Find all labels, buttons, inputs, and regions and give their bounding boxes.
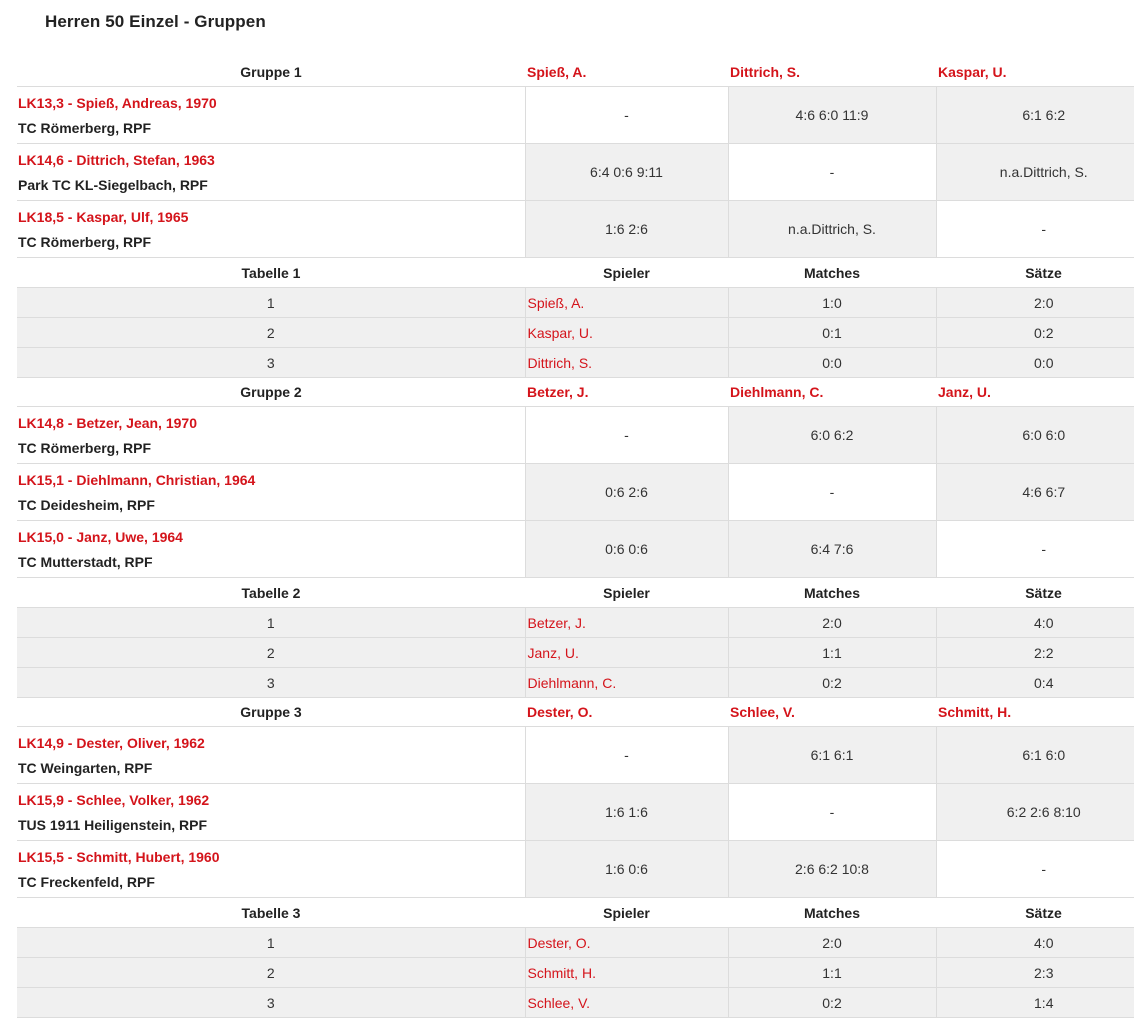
result-cell: 6:0 6:2 (728, 407, 936, 464)
group-label: Gruppe 1 (17, 58, 525, 87)
standings-row (17, 668, 1134, 698)
matches-cell: 2:0 (728, 608, 936, 638)
result-cell: - (936, 521, 1134, 578)
group-header-row (17, 378, 1134, 407)
player-row (17, 521, 1134, 578)
matches-cell: 0:2 (728, 988, 936, 1018)
matches-cell: 0:1 (728, 318, 936, 348)
matches-cell: 0:0 (728, 348, 936, 378)
rank-cell: 2 (17, 638, 525, 668)
column-header-spieler: Spieler (525, 258, 728, 288)
standings-row (17, 958, 1134, 988)
player-cell (17, 841, 525, 898)
column-header-matches: Matches (728, 898, 936, 928)
column-header-spieler: Spieler (525, 578, 728, 608)
group-label: Gruppe 3 (17, 698, 525, 727)
player-cell (17, 144, 525, 201)
result-cell: 0:6 2:6 (525, 464, 728, 521)
result-cell: 6:0 6:0 (936, 407, 1134, 464)
result-cell: 6:4 0:6 9:11 (525, 144, 728, 201)
player-name-link[interactable]: LK15,0 - Janz, Uwe, 1964 (18, 528, 183, 545)
opponent-link[interactable]: Diehlmann, C. (728, 378, 936, 407)
player-cell (17, 784, 525, 841)
player-row (17, 407, 1134, 464)
standings-player-link[interactable]: Betzer, J. (525, 608, 728, 638)
standings-row (17, 988, 1134, 1018)
player-name-link[interactable]: LK13,3 - Spieß, Andreas, 1970 (18, 94, 217, 111)
standings-header-row (17, 898, 1134, 928)
result-cell: 6:1 6:1 (728, 727, 936, 784)
player-name-link[interactable]: LK14,6 - Dittrich, Stefan, 1963 (18, 151, 215, 168)
opponent-link[interactable]: Janz, U. (936, 378, 1134, 407)
standings-player-link[interactable]: Diehlmann, C. (525, 668, 728, 698)
player-name-link[interactable]: LK18,5 - Kaspar, Ulf, 1965 (18, 208, 189, 225)
player-club: TC Deidesheim, RPF (18, 496, 155, 513)
rank-cell: 1 (17, 928, 525, 958)
group-header-row (17, 698, 1134, 727)
sets-cell: 1:4 (936, 988, 1134, 1018)
sets-cell: 2:0 (936, 288, 1134, 318)
group-label: Gruppe 2 (17, 378, 525, 407)
player-club: TC Weingarten, RPF (18, 759, 153, 776)
sets-cell: 2:2 (936, 638, 1134, 668)
column-header-spieler: Spieler (525, 898, 728, 928)
result-cell: 4:6 6:0 11:9 (728, 87, 936, 144)
rank-cell: 3 (17, 348, 525, 378)
player-cell (17, 521, 525, 578)
player-club: TC Freckenfeld, RPF (18, 873, 155, 890)
standings-label: Tabelle 3 (17, 898, 525, 928)
player-row (17, 201, 1134, 258)
standings-player-link[interactable]: Spieß, A. (525, 288, 728, 318)
standings-row (17, 928, 1134, 958)
result-cell: 6:1 6:0 (936, 727, 1134, 784)
sets-cell: 4:0 (936, 928, 1134, 958)
result-cell: - (525, 407, 728, 464)
column-header-saetze: Sätze (936, 258, 1134, 288)
standings-row (17, 288, 1134, 318)
player-row (17, 464, 1134, 521)
player-name-link[interactable]: LK15,1 - Diehlmann, Christian, 1964 (18, 471, 256, 488)
opponent-link[interactable]: Dittrich, S. (728, 58, 936, 87)
rank-cell: 2 (17, 958, 525, 988)
result-cell: - (728, 784, 936, 841)
player-row (17, 841, 1134, 898)
matches-cell: 1:1 (728, 958, 936, 988)
standings-player-link[interactable]: Janz, U. (525, 638, 728, 668)
player-cell (17, 87, 525, 144)
rank-cell: 3 (17, 988, 525, 1018)
matches-cell: 0:2 (728, 668, 936, 698)
column-header-matches: Matches (728, 578, 936, 608)
matches-cell: 2:0 (728, 928, 936, 958)
player-club: TC Mutterstadt, RPF (18, 553, 153, 570)
result-cell: - (525, 727, 728, 784)
standings-player-link[interactable]: Schlee, V. (525, 988, 728, 1018)
standings-row (17, 638, 1134, 668)
player-cell (17, 727, 525, 784)
result-cell: 4:6 6:7 (936, 464, 1134, 521)
standings-header-row (17, 578, 1134, 608)
sets-cell: 0:2 (936, 318, 1134, 348)
opponent-link[interactable]: Schlee, V. (728, 698, 936, 727)
player-row (17, 144, 1134, 201)
rank-cell: 1 (17, 608, 525, 638)
sets-cell: 2:3 (936, 958, 1134, 988)
standings-player-link[interactable]: Kaspar, U. (525, 318, 728, 348)
result-cell: 1:6 1:6 (525, 784, 728, 841)
standings-row (17, 348, 1134, 378)
player-row (17, 784, 1134, 841)
result-cell: 6:2 2:6 8:10 (936, 784, 1134, 841)
result-cell: 6:4 7:6 (728, 521, 936, 578)
column-header-saetze: Sätze (936, 578, 1134, 608)
standings-label: Tabelle 2 (17, 578, 525, 608)
standings-label: Tabelle 1 (17, 258, 525, 288)
sets-cell: 0:4 (936, 668, 1134, 698)
opponent-link[interactable]: Kaspar, U. (936, 58, 1134, 87)
result-cell: - (728, 144, 936, 201)
column-header-matches: Matches (728, 258, 936, 288)
standings-player-link[interactable]: Schmitt, H. (525, 958, 728, 988)
column-header-saetze: Sätze (936, 898, 1134, 928)
rank-cell: 2 (17, 318, 525, 348)
player-cell (17, 407, 525, 464)
result-cell: 0:6 0:6 (525, 521, 728, 578)
matches-cell: 1:1 (728, 638, 936, 668)
standings-row (17, 608, 1134, 638)
opponent-link[interactable]: Betzer, J. (525, 378, 728, 407)
rank-cell: 3 (17, 668, 525, 698)
result-cell: n.a.Dittrich, S. (936, 144, 1134, 201)
standings-player-link[interactable]: Dester, O. (525, 928, 728, 958)
player-name-link[interactable]: LK15,5 - Schmitt, Hubert, 1960 (18, 848, 220, 865)
player-club: TC Römerberg, RPF (18, 119, 152, 136)
page-title: Herren 50 Einzel - Gruppen (45, 12, 266, 31)
opponent-link[interactable]: Schmitt, H. (936, 698, 1134, 727)
standings-row (17, 318, 1134, 348)
player-name-link[interactable]: LK14,9 - Dester, Oliver, 1962 (18, 734, 205, 751)
result-cell: - (728, 464, 936, 521)
player-row (17, 87, 1134, 144)
player-club: TUS 1911 Heiligenstein, RPF (18, 816, 208, 833)
opponent-link[interactable]: Dester, O. (525, 698, 728, 727)
result-cell: - (936, 201, 1134, 258)
player-club: TC Römerberg, RPF (18, 233, 152, 250)
result-cell: - (525, 87, 728, 144)
rank-cell: 1 (17, 288, 525, 318)
groups-table (17, 58, 1134, 1018)
player-cell (17, 201, 525, 258)
player-row (17, 727, 1134, 784)
result-cell: n.a.Dittrich, S. (728, 201, 936, 258)
result-cell: 6:1 6:2 (936, 87, 1134, 144)
opponent-link[interactable]: Spieß, A. (525, 58, 728, 87)
result-cell: - (936, 841, 1134, 898)
standings-player-link[interactable]: Dittrich, S. (525, 348, 728, 378)
matches-cell: 1:0 (728, 288, 936, 318)
result-cell: 1:6 2:6 (525, 201, 728, 258)
player-name-link[interactable]: LK14,8 - Betzer, Jean, 1970 (18, 414, 197, 431)
player-club: TC Römerberg, RPF (18, 439, 152, 456)
sets-cell: 4:0 (936, 608, 1134, 638)
result-cell: 1:6 0:6 (525, 841, 728, 898)
result-cell: 2:6 6:2 10:8 (728, 841, 936, 898)
standings-header-row (17, 258, 1134, 288)
player-club: Park TC KL-Siegelbach, RPF (18, 176, 208, 193)
player-cell (17, 464, 525, 521)
player-name-link[interactable]: LK15,9 - Schlee, Volker, 1962 (18, 791, 210, 808)
group-header-row (17, 58, 1134, 87)
sets-cell: 0:0 (936, 348, 1134, 378)
